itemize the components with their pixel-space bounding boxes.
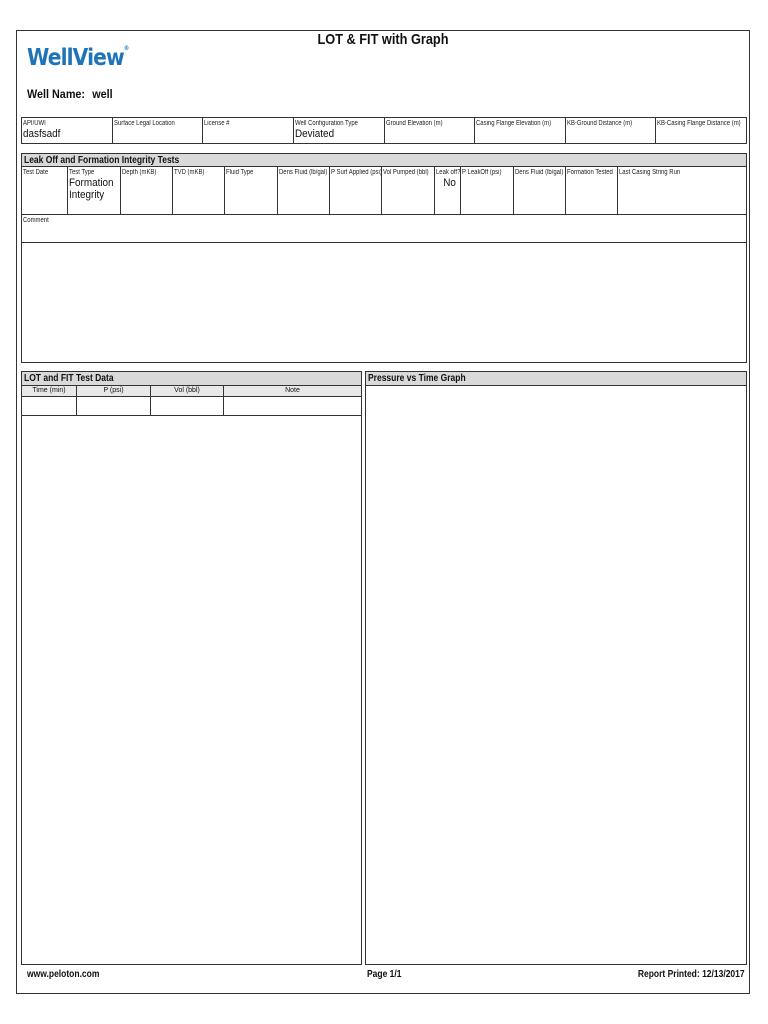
casing-flange-cell: Casing Flange Elevation (m)	[475, 118, 566, 143]
vol-pumped-cell: Vol Pumped (bbl)	[382, 167, 435, 214]
pressure-graph-section	[365, 371, 747, 965]
col-time: Time (min)	[22, 386, 77, 396]
col-volume: Vol (bbl)	[151, 386, 224, 396]
report-page	[16, 30, 750, 994]
surface-location-cell: Surface Legal Location	[113, 118, 204, 143]
p-leakoff-cell: P LeakOff (psi)	[461, 167, 514, 214]
col-note: Note	[285, 387, 300, 394]
blank-area	[21, 243, 747, 363]
well-config-cell: Well Configuration Type Deviated	[294, 118, 385, 143]
well-info-row	[21, 117, 747, 144]
col-pressure: P (psi)	[77, 386, 151, 396]
test-data-section	[21, 371, 362, 965]
lot-test-row	[21, 167, 747, 215]
test-data-header: LOT and FIT Test Data	[22, 372, 361, 386]
wellview-logo: WellView®	[27, 45, 129, 71]
table-row	[22, 397, 361, 416]
report-printed: Report Printed: 12/13/2017	[638, 969, 745, 980]
footer	[27, 969, 745, 983]
cell-time	[22, 397, 77, 415]
page-number: Page 1/1	[367, 969, 402, 980]
last-casing-cell: Last Casing String Run	[619, 169, 681, 176]
test-data-table-header	[22, 386, 361, 397]
depth-cell: Depth (mKB)	[121, 167, 173, 214]
leak-off-cell: Leak off? No	[435, 167, 461, 214]
cell-volume	[151, 397, 224, 415]
kb-casing-cell: KB-Casing Flange Distance (m)	[657, 120, 741, 127]
dens-fluid-cell: Dens Fluid (lb/gal)	[278, 167, 330, 214]
api-cell: API/UWI dasfsadf	[22, 118, 113, 143]
report-title: LOT & FIT with Graph	[317, 31, 449, 48]
test-type-cell: Test Type Formation Integrity	[68, 167, 121, 214]
test-date-cell: Test Date	[22, 167, 68, 214]
fluid-type-cell: Fluid Type	[225, 167, 278, 214]
kb-ground-cell: KB-Ground Distance (m)	[566, 118, 656, 143]
license-cell: License #	[203, 118, 294, 143]
formation-tested-cell: Formation Tested	[566, 167, 618, 214]
dens-fluid-2-cell: Dens Fluid (lb/gal)	[514, 167, 566, 214]
ground-elevation-cell: Ground Elevation (m)	[385, 118, 476, 143]
graph-header: Pressure vs Time Graph	[366, 372, 746, 386]
cell-pressure	[77, 397, 151, 415]
p-surf-applied-cell: P Surf Applied (psi)	[330, 167, 382, 214]
lot-section-header: Leak Off and Formation Integrity Tests	[21, 153, 747, 167]
comment-row: Comment	[21, 215, 747, 243]
cell-note	[224, 397, 361, 415]
tvd-cell: TVD (mKB)	[173, 167, 225, 214]
website-link[interactable]: www.peloton.com	[27, 969, 100, 980]
well-name: Well Name: well	[27, 87, 113, 101]
